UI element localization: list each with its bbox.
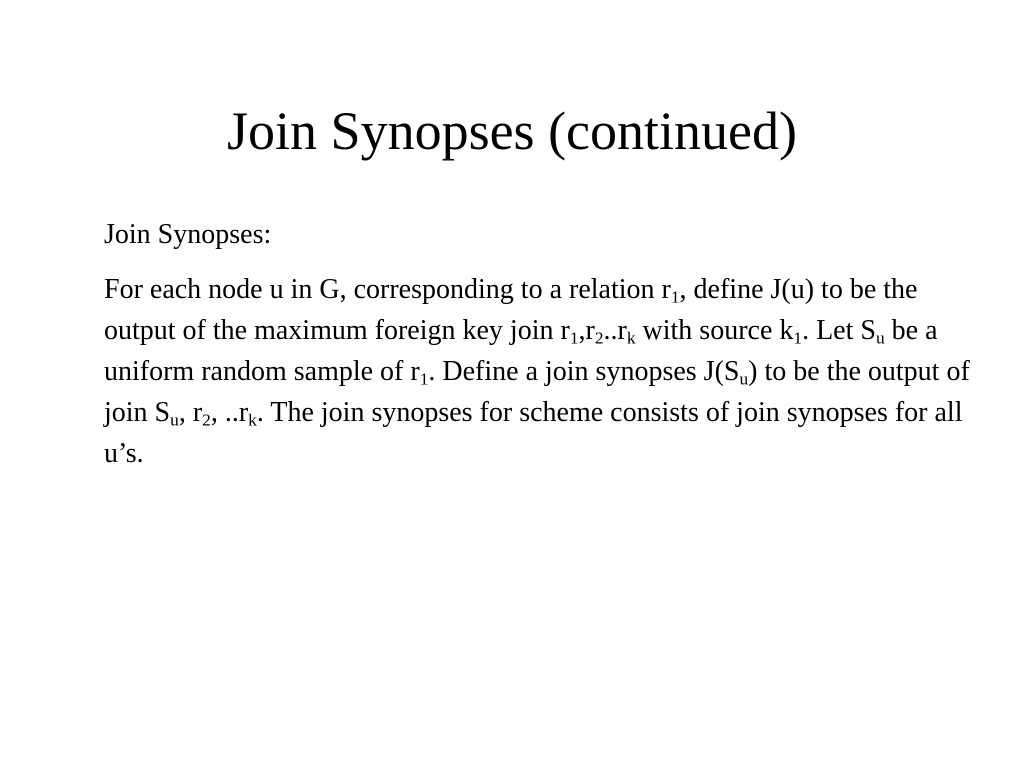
paragraph-subscript: 1	[793, 328, 803, 348]
paragraph-subscript: 1	[569, 328, 579, 348]
paragraph-subscript: 1	[670, 287, 680, 307]
paragraph-subscript: k	[626, 328, 636, 348]
paragraph-text-run: , define J(u) to be the output of the maximum foreign key join r	[104, 274, 918, 346]
paragraph-text-run: , ..r	[210, 397, 249, 428]
paragraph-text-run: ,r	[578, 315, 595, 346]
paragraph-subscript: u	[875, 328, 885, 348]
paragraph-text-run: . The join synopses for scheme consists of join synopses for all u’s.	[104, 397, 963, 469]
paragraph-text-run: . Define a join synopses J(S	[428, 356, 740, 387]
paragraph-text-run: , r	[178, 397, 203, 428]
paragraph-text-run: For each node u in G, corresponding to a relation r	[104, 274, 671, 305]
paragraph-text-run: with source k	[635, 315, 794, 346]
paragraph-subscript: k	[248, 410, 257, 430]
paragraph-text-run: be a uniform random sample of r	[104, 315, 938, 387]
paragraph-text-run: . Let S	[802, 315, 876, 346]
paragraph-text-run: ) to be the output of join S	[104, 356, 970, 428]
slide-body	[104, 214, 974, 474]
paragraph-subscript: u	[170, 410, 179, 430]
body-subheading: Join Synopses:	[104, 219, 272, 250]
paragraph-subscript: 1	[419, 369, 429, 389]
slide-title: Join Synopses (continued)	[227, 101, 797, 161]
definition-paragraph	[104, 269, 974, 474]
paragraph-subscript: 2	[202, 410, 211, 430]
paragraph-subscript: 2	[594, 328, 604, 348]
paragraph-subscript: u	[739, 369, 749, 389]
paragraph-text-run: ..r	[603, 315, 627, 346]
